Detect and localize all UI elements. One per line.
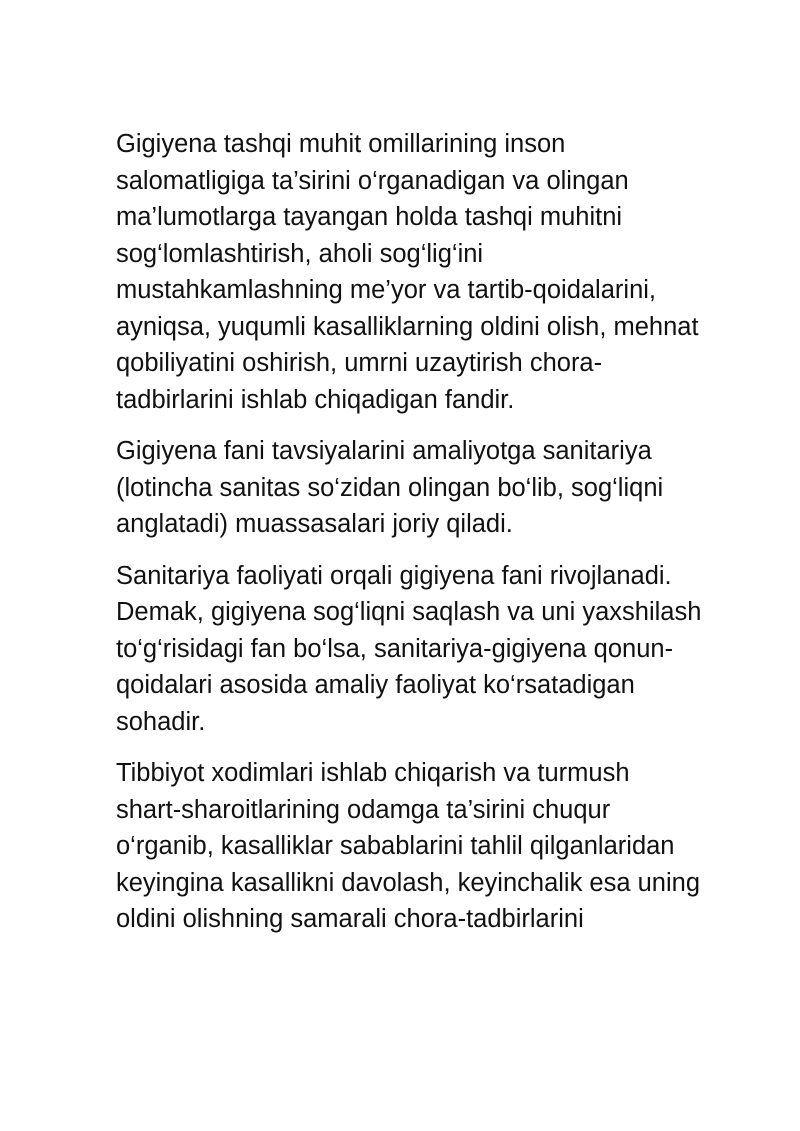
document-body bbox=[116, 126, 756, 953]
text-line: Gigiyena fani tavsiyalarini amaliyotga sanitariya bbox=[116, 437, 652, 465]
text-line: to‘g‘risidagi fan bo‘lsa, sanitariya-gigiyena qonun- bbox=[116, 634, 674, 663]
text-line: ma’lumotlarga tayangan holda tashqi muhitni bbox=[116, 203, 623, 231]
text-line: Sanitariya faoliyati orqali gigiyena fani rivojlanadi. bbox=[116, 561, 672, 590]
text-line: mustahkamlashning me’yor va tartib-qoidalarini, bbox=[116, 276, 656, 304]
text-line: Tibbiyot xodimlari ishlab chiqarish va turmush bbox=[116, 759, 630, 787]
text-line: sohadir. bbox=[116, 707, 206, 736]
paragraph-4 bbox=[116, 755, 756, 938]
text-line: Demak, gigiyena sog‘liqni saqlash va uni yaxshilash bbox=[116, 598, 702, 626]
text-line: ayniqsa, yuqumli kasalliklarning oldini olish, mehnat bbox=[116, 312, 699, 341]
text-line: shart-sharoitlarining odamga ta’sirini chuqur bbox=[116, 795, 611, 824]
text-line: sog‘lomlashtirish, aholi sog‘lig‘ini bbox=[116, 239, 484, 268]
text-line: (lotincha sanitas so‘zidan olingan bo‘lib, sog‘liqni bbox=[116, 473, 664, 502]
paragraph-1 bbox=[116, 126, 756, 418]
paragraph-3 bbox=[116, 558, 756, 741]
text-line: o‘rganib, kasalliklar sabablarini tahlil qilganlaridan bbox=[116, 832, 675, 860]
text-line: oldini olishning samarali chora-tadbirlarini bbox=[116, 905, 584, 933]
text-line: qoidalari asosida amaliy faoliyat ko‘rsatadigan bbox=[116, 671, 635, 699]
paragraph-2 bbox=[116, 433, 756, 543]
text-line: tadbirlarini ishlab chiqadigan fandir. bbox=[116, 385, 515, 414]
text-line: anglatadi) muassasalari joriy qiladi. bbox=[116, 510, 513, 538]
text-line: qobiliyatini oshirish, umrni uzaytirish chora- bbox=[116, 349, 603, 377]
text-line: keyingina kasallikni davolash, keyinchalik esa uning bbox=[116, 868, 701, 897]
text-line: Gigiyena tashqi muhit omillarining inson bbox=[116, 130, 566, 158]
text-line: salomatligiga ta’sirini o‘rganadigan va olingan bbox=[116, 166, 629, 195]
